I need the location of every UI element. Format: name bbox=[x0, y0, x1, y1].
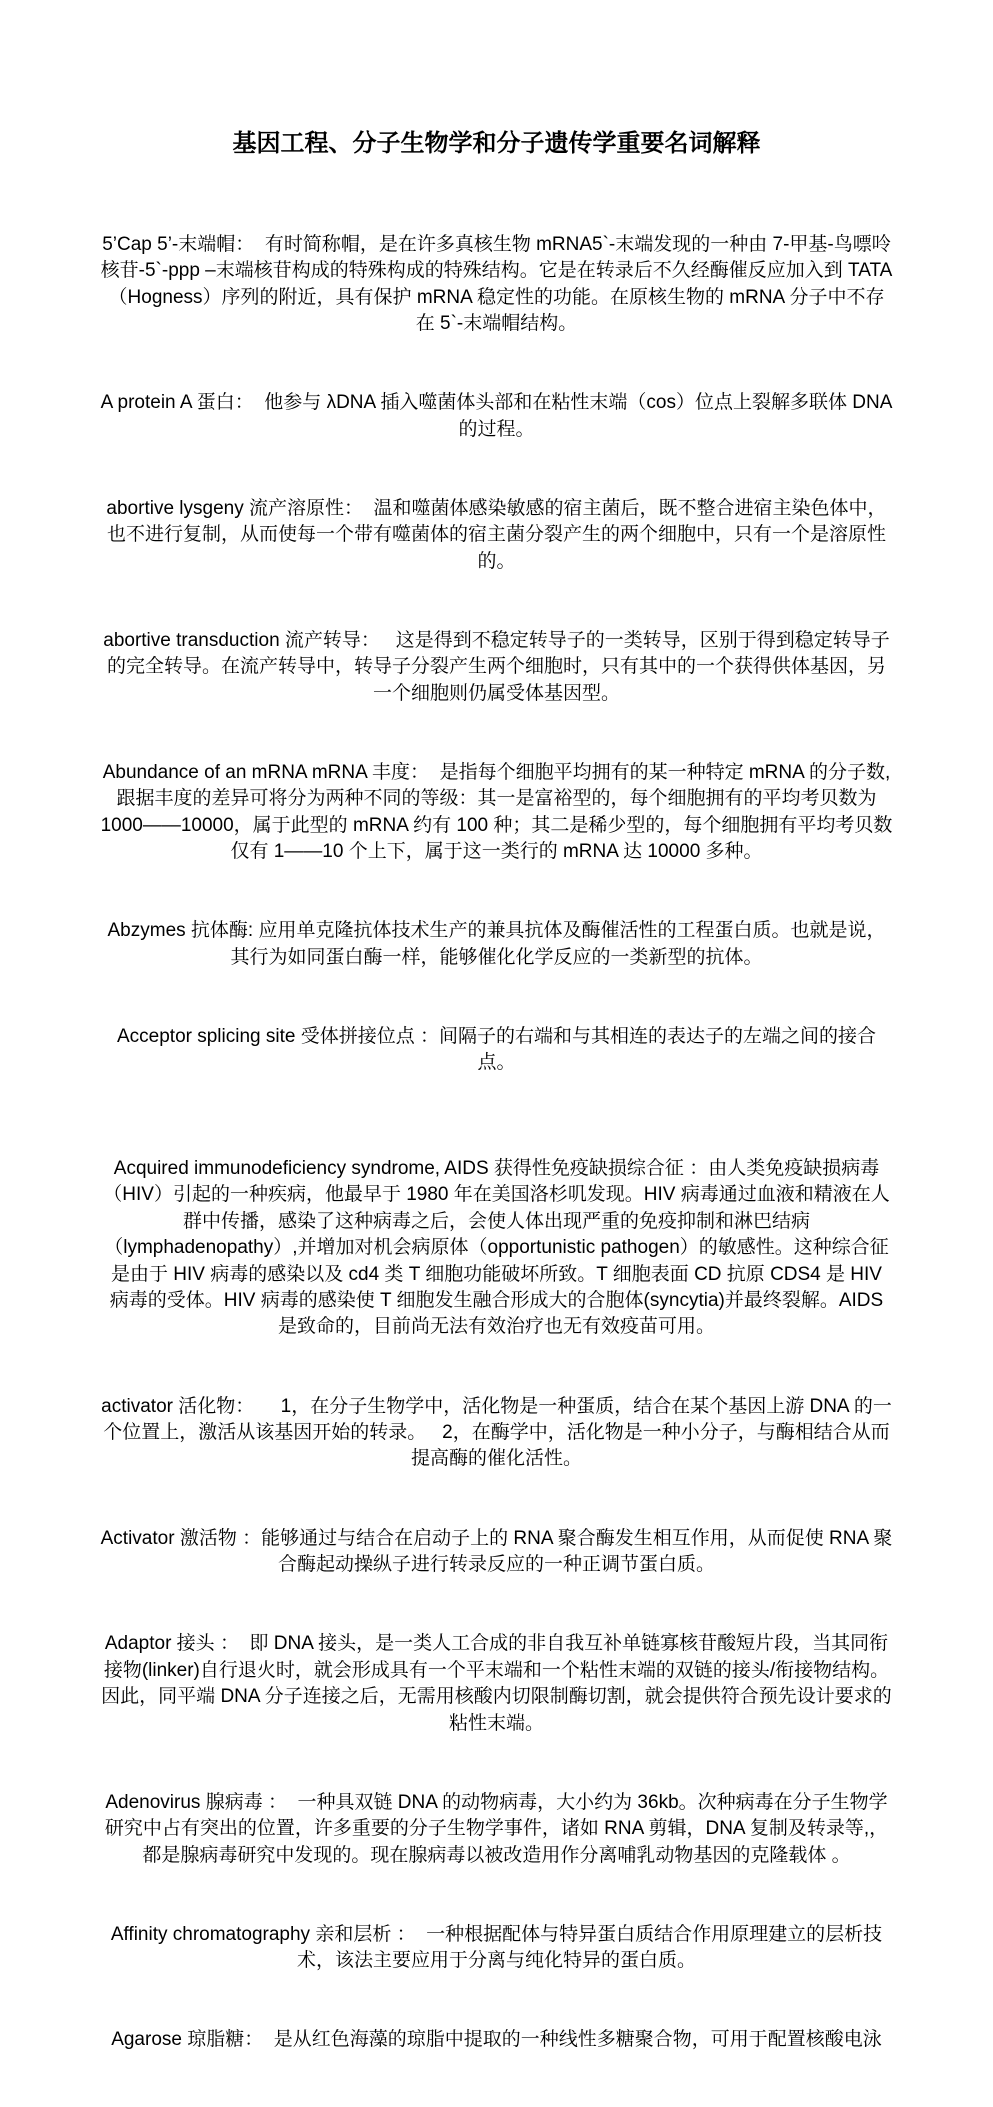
document-title: 基因工程、分子生物学和分子遗传学重要名词解释 bbox=[232, 131, 761, 157]
glossary-entry-abortive-lysgeny: abortive lysgeny 流产溶原性： 温和噬菌体感染敏感的宿主菌后，既不整合进宿主染色体中，也不进行复制，从而使每一个带有噬菌体的宿主菌分裂产生的两个细胞中，只有一个是溶原性的。 bbox=[106, 497, 887, 572]
glossary-entry-mrna-abundance: Abundance of an mRNA mRNA 丰度： 是指每个细胞平均拥有的某一种特定 mRNA 的分子数,跟据丰度的差异可将分为两种不同的等级：其一是富裕型的，每个细胞拥有的平均考贝数为 1000——10000，属于此型的 mRNA 约有 100 种；其二是稀少型的，每个细胞拥有平均考贝数仅有 1——10 个上下，属于这一类行的 mRNA 达 10000 多种。 bbox=[100, 761, 893, 863]
glossary-entry-affinity-chromatography: Affinity chromatography 亲和层析 ： 一种根据配体与特异蛋白质结合作用原理建立的层析技术，该法主要应用于分离与纯化特异的蛋白质。 bbox=[110, 1923, 883, 1972]
glossary-entry-abzymes: Abzymes 抗体酶: 应用单克隆抗体技术生产的兼具抗体及酶催活性的工程蛋白质。也就是说，其行为如同蛋白酶一样，能够催化化学反应的一类新型的抗体。 bbox=[107, 920, 886, 968]
glossary-entry-acceptor-splicing-site: Acceptor splicing site 受体拼接位点 ：间隔子的右端和与其相连的表达子的左端之间的接合点。 bbox=[116, 1026, 877, 1074]
glossary-entry-activator: Activator 激活物 ：能够通过与结合在启动子上的 RNA 聚合酶发生相互作用，从而促使 RNA 聚合酶起动操纵子进行转录反应的一种正调节蛋白质。 bbox=[100, 1527, 893, 1576]
glossary-entry-a-protein: A protein A 蛋白： 他参与 λDNA 插入噬菌体头部和在粘性末端（cos）位点上裂解多联体 DNA 的过程。 bbox=[100, 392, 898, 440]
glossary-entry-abortive-transduction: abortive transduction 流产转导： 这是得到不稳定转导子的一类转导，区别于得到稳定转导子的完全转导。在流产转导中，转导子分裂产生两个细胞时，只有其中的一个获得供体基因，另一个细胞则仍属受体基因型。 bbox=[103, 629, 890, 704]
glossary-entry-activator-lowercase: activator 活化物： 1，在分子生物学中，活化物是一种蛋质，结合在某个基因上游 DNA 的一个位置上，激活从该基因开始的转录。 2，在酶学中，活化物是一种小分子，与酶相结合从而提高酶的催化活性。 bbox=[101, 1395, 892, 1470]
glossary-entry-5cap: 5’Cap 5’-末端帽： 有时简称帽，是在许多真核生物 mRNA5`-末端发现的一种由 7-甲基-鸟嘌呤核苷-5`-ppp –末端核苷构成的特殊构成的特殊结构。它是在转录后不久经酶催反应加入到 TATA（Hogness）序列的附近，具有保护 mRNA 稳定性的功能。在原核生物的 mRNA 分子中不存在 5`-末端帽结构。 bbox=[100, 233, 893, 335]
glossary-list bbox=[100, 179, 898, 2107]
glossary-entry-adenovirus: Adenovirus 腺病毒 ： 一种具双链 DNA 的动物病毒，大小约为 36kb。次种病毒在分子生物学研究中占有突出的位置，许多重要的分子生物学事件，诸如 RNA 剪辑，DNA 复制及转录等,，都是腺病毒研究中发现的。现在腺病毒以被改造用作分离哺乳动物基因的克隆载体 。 bbox=[104, 1791, 889, 1866]
glossary-entry-aids: Acquired immunodeficiency syndrome, AIDS 获得性免疫缺损综合征 ：由人类免疫缺损病毒（HIV）引起的一种疾病，他最早于 1980 年在美国洛杉叽发现。HIV 病毒通过血液和精液在人群中传播，感染了这种病毒之后，会使人体出现严重的免疫抑制和淋巴结病（lymphadenopathy）,并增加对机会病原体（opportunistic pathogen）的敏感性。这种综合征是由于 HIV 病毒的感染以及 cd4 类 T 细胞功能破坏所致。T 细胞表面 CD 抗原 CDS4 是 HIV 病毒的受体。HIV 病毒的感染使 T 细胞发生融合形成大的合胞体(syncytia)并最终裂解。AIDS 是致命的，目前尚无法有效治疗也无有效疫苗可用。 bbox=[103, 1158, 890, 1338]
glossary-entry-adaptor: Adaptor 接头 ： 即 DNA 接头，是一类人工合成的非自我互补单链寡核苷酸短片段，当其同衔接物(linker)自行退火时，就会形成具有一个平末端和一个粘性末端的双链的接头/衔接物结构。因此，同平端 DNA 分子连接之后，无需用核酸内切限制酶切割，就会提供符合预先设计要求的粘性末端。 bbox=[101, 1633, 892, 1734]
glossary-entry-agarose: Agarose 琼脂糖： 是从红色海藻的琼脂中提取的一种线性多糖聚合物，可用于配置核酸电泳 bbox=[111, 2029, 882, 2051]
